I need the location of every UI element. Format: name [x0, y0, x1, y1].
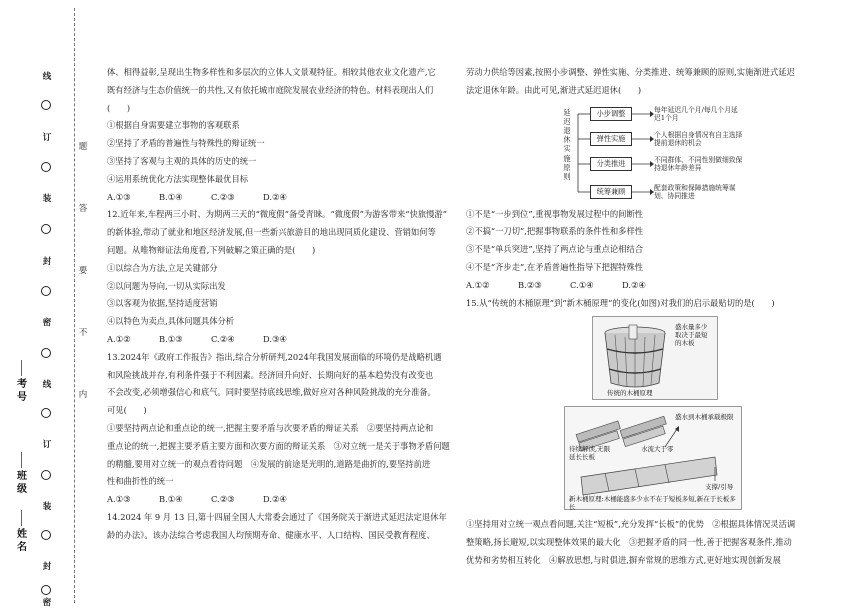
q14-statement-2: ②不搞“一刀切”,把握事物联系的条件性和多样性: [466, 226, 644, 237]
figure2-caption: 新木桶原理:木桶能盛多少水不在于短板多短,新在于长板多长: [569, 495, 736, 512]
binding-margin: [0, 0, 88, 608]
binding-notice-char-3: 要: [78, 266, 88, 276]
figure2-label-a: 待续解读,无限延长长板: [569, 445, 611, 462]
binding-mark-10: 密: [42, 598, 52, 608]
diagram-box-3: 分类推进: [590, 157, 632, 171]
q12-statement-3: ③以客观为依据,坚持适度营销: [107, 298, 218, 309]
q14-stem-cont-line-2: 法定退休年龄。由此可见,渐进式延迟退休( ): [466, 84, 642, 95]
q13-option-1: A.①③: [107, 494, 131, 505]
field-banji-label: 班级: [17, 471, 27, 495]
binding-mark-8: 装: [42, 502, 52, 512]
q13-stem-line-7: 的精髓,要用对立统一的观点看待问题 ④发展的前途是光明的,道路是曲折的,要坚持前进: [107, 458, 431, 469]
q12-option-3: C.②④: [211, 333, 235, 344]
binding-hole-icon: [41, 100, 51, 110]
q14-statement-1: ①不是“一步到位”,重视事物发展过程中的间断性: [466, 208, 644, 219]
binding-hole-icon: [41, 408, 51, 418]
q11-options: [107, 189, 450, 207]
figure1-side-note: 盛水量多少取决于最短的木板: [675, 323, 708, 348]
q11-stem-line-2: 既有经济与生态价值统一的共性,又有依托城市庭院发展农业经济的特色。材料表现出人们: [107, 84, 434, 95]
q12-statement-2: ②以问题为导向,一切从实际出发: [107, 280, 226, 291]
diagram-desc-4: 配套政策和保障措施统筹谋划、协同推进: [654, 183, 736, 200]
figure2-label-top: 盛水到木桶承载极限: [675, 413, 734, 422]
field-kaohao-line: [21, 360, 22, 376]
binding-notice-char-5: 内: [78, 390, 88, 400]
diagram-desc-1: 每年延迟几个月/每几个月延迟1个月: [654, 105, 738, 122]
q14-option-4: D.②④: [622, 279, 646, 290]
binding-hole-icon: [41, 162, 51, 172]
binding-mark-3: 装: [42, 194, 52, 204]
q12-statement-1: ①以综合为方法,立足关键部分: [107, 262, 218, 273]
binding-notice-char-4: 不: [78, 328, 88, 338]
traditional-barrel-figure: [592, 316, 718, 400]
q14-statements: [466, 206, 806, 277]
diagram-box-4: 统筹兼顾: [590, 185, 632, 199]
q13-option-4: D.②④: [263, 494, 287, 505]
q11-option-4: D.②④: [263, 191, 287, 202]
q12-option-1: A.①②: [107, 333, 131, 344]
binding-mark-1: 线: [42, 72, 52, 82]
q12-option-4: D.③④: [263, 333, 287, 344]
q14-statement-4: ④不是“齐步走”,在矛盾普遍性指导下把握特殊性: [466, 261, 644, 272]
q12-option-2: B.①③: [159, 333, 183, 344]
binding-hole-icon: [41, 470, 51, 480]
q12-stem-line-3: 问题。从唯物辩证法角度看,下列破解之策正确的是( ): [107, 244, 316, 255]
q15-statement-line-1: ①坚持用对立统一观点看问题,关注“短板”,充分发挥“长板”的优势 ②根据具体情况灵活调: [466, 519, 796, 530]
field-kaohao: [14, 378, 30, 404]
binding-hole-icon: [41, 348, 51, 358]
q12-stem-line-2: 的新体验,带动了就业和地区经济发展,但一些新兴旅游目的地出现同质化建设、营销如何等: [107, 227, 436, 238]
q13-stem-line-4: 可见( ): [107, 405, 147, 416]
binding-hole-icon: [41, 286, 51, 296]
q14-statement-3: ③不是“单兵突进”,坚持了两点论与重点论相结合: [466, 244, 644, 255]
q11-statement-3: ③坚持了客观与主观的具体的历史的统一: [107, 155, 257, 166]
q11-stem-line-3: ( ): [107, 102, 131, 113]
q12-stem-line-1: 12.近年来,车程两三小时、为期两三天的“微度假”备受青睐。“微度假”为游客带来“快旅慢游”: [107, 209, 447, 220]
q14-stem-continued: [466, 64, 806, 100]
field-xingming-label: 姓名: [17, 529, 27, 553]
q11-statements: [107, 117, 450, 188]
q13-options: [107, 491, 450, 509]
field-xingming-line: [21, 510, 22, 526]
new-barrel-figure: [564, 406, 742, 510]
q11-stem-line-1: 体、相得益彰,呈现出生物多样性和多层次的立体人文景观特征。相较其他农业文化遗产,它: [107, 67, 436, 77]
q15-statement-line-2: 整策略,扬长避短,以实现整体效果的最大化 ③把握矛盾的同一性,善于把握客观条件,推动: [466, 537, 792, 548]
diagram-box-1: 小步调整: [590, 107, 632, 121]
binding-mark-2: 订: [42, 133, 52, 143]
diagram-root-label: 延迟退休实施原则: [563, 107, 571, 182]
q13-stem-line-5: ①要坚持两点论和重点论的统一,把握主要矛盾与次要矛盾的辩证关系 ②要坚持两点论和: [107, 422, 434, 433]
q13-option-2: B.①④: [159, 494, 183, 505]
field-banji: [14, 470, 30, 496]
field-xingming: [14, 528, 30, 554]
field-banji-line: [21, 452, 22, 468]
q11-stem: [107, 64, 450, 117]
left-column: [107, 64, 450, 545]
q12-statements: [107, 260, 450, 331]
q11-statement-2: ②坚持了矛盾的普遍性与特殊性的辩证统一: [107, 138, 265, 149]
q14-options: [466, 277, 806, 295]
figure2-label-b: 水流大于零: [641, 445, 674, 454]
q14-stem: [107, 509, 450, 545]
binding-notice-char-1: 题: [78, 142, 88, 152]
binding-mark-4: 封: [42, 257, 52, 267]
q11-statement-1: ①根据自身需要建立事物的客观联系: [107, 120, 240, 131]
binding-mark-9: 封: [42, 562, 52, 572]
q11-option-1: A.①③: [107, 191, 131, 202]
q11-statement-4: ④运用系统优化方法实现整体最优目标: [107, 173, 249, 184]
binding-hole-icon: [41, 224, 51, 234]
q13-stem-line-2: 和风险挑战并存,有利条件强于不利因素。经济回升向好、长期向好的基本趋势没有改变也: [107, 369, 434, 380]
q12-stem: [107, 206, 450, 259]
q14-option-3: C.①④: [570, 279, 594, 290]
binding-mark-5: 密: [42, 318, 52, 328]
binding-hole-icon: [41, 530, 51, 540]
binding-hole-icon: [41, 585, 51, 595]
q11-option-2: B.①④: [159, 191, 183, 202]
binding-dashed-line: [74, 8, 75, 603]
q13-stem: [107, 349, 450, 491]
field-kaohao-label: 考号: [17, 379, 27, 403]
q15-statements: [466, 516, 806, 569]
q13-option-3: C.②③: [211, 494, 235, 505]
q13-stem-line-1: 13.2024年《政府工作报告》指出,综合分析研判,2024年我国发展面临的环境仍是战略机遇: [107, 351, 442, 362]
figure2-label-c: 支撑/引导: [705, 483, 734, 492]
q12-options: [107, 331, 450, 349]
diagram-desc-2: 个人根据自身情况有自主选择提前退休的机会: [654, 130, 743, 147]
retirement-principles-diagram: [562, 104, 742, 202]
figure1-caption: 传统的木桶原理: [607, 389, 653, 398]
q13-stem-line-8: 性和曲折性的统一: [107, 476, 174, 487]
q14-stem-cont-line-1: 劳动力供给等因素,按照小步调整、弹性实施、分类推进、统筹兼顾的原则,实施渐进式延迟: [466, 67, 795, 77]
q15-statement-line-3: 优势和劣势相互转化 ④解放思想,与时俱进,摒弃常规的思维方式,更好地实现创新发展: [466, 554, 781, 565]
right-column: [466, 64, 806, 570]
q14-stem-line-1: 14.2024 年 9 月 13 日,第十四届全国人大常委会通过了《国务院关于渐进式延迟法定退休年: [107, 511, 447, 522]
q11-option-3: C.②③: [211, 191, 235, 202]
q13-stem-line-6: 重点论的统一,把握主要矛盾主要方面和次要方面的辩证关系 ③对立统一是关于事物矛盾问题: [107, 440, 450, 451]
binding-mark-7: 订: [42, 440, 52, 450]
q14-option-1: A.①②: [466, 279, 490, 290]
q15-stem: 15.从“传统的木桶原理”到“新木桶原理”的变化(如图)对我们的启示最贴切的是( ): [466, 297, 775, 308]
diagram-desc-3: 不同群体、不同性别做细致保持退休年龄差异: [654, 155, 743, 172]
q13-stem-line-3: 不会改变,必须增强信心和底气。同时要坚持底线思维,做好应对各种风险挑战的充分准备。: [107, 387, 436, 398]
binding-notice-char-2: 答: [78, 204, 88, 214]
q12-statement-4: ④以特色为卖点,具体问题具体分析: [107, 316, 235, 327]
q14-option-2: B.②③: [518, 279, 542, 290]
diagram-box-2: 弹性实施: [590, 132, 632, 146]
q14-stem-line-2: 龄的办法》。该办法综合考虑我国人均预期寿命、健康水平、人口结构、国民受教育程度、: [107, 529, 435, 540]
binding-mark-6: 线: [42, 380, 52, 390]
